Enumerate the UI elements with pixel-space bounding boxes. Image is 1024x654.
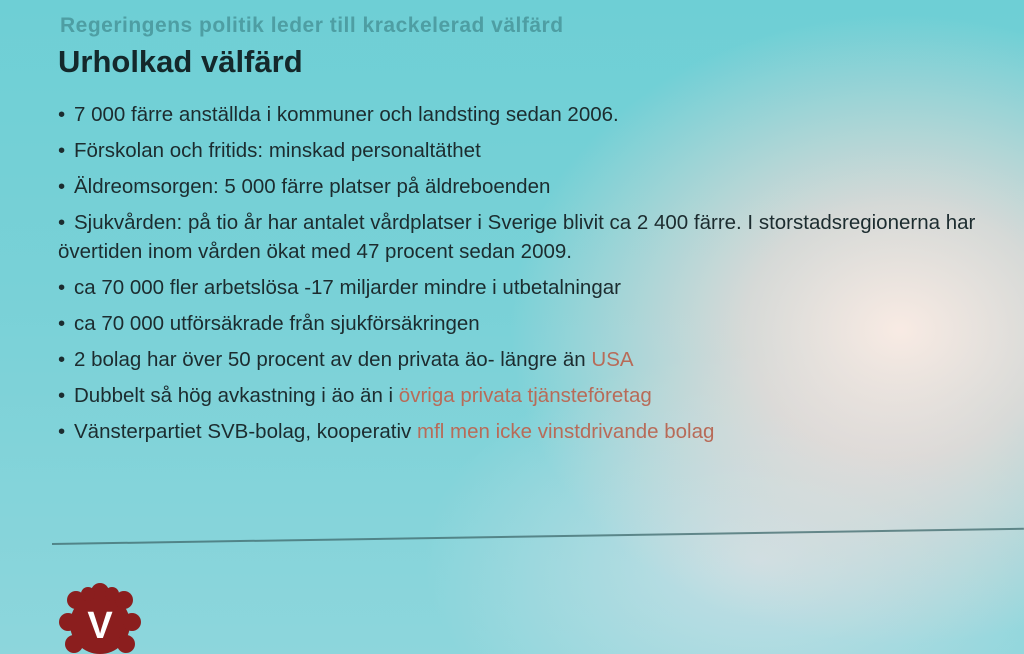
bullet-text: ca 70 000 fler arbetslösa -17 miljarder mindre i utbetalningar xyxy=(74,276,621,299)
bullet-dot: • xyxy=(58,348,66,371)
bullet-text: Äldreomsorgen: 5 000 färre platser på äldreboenden xyxy=(74,175,551,198)
bullet-item xyxy=(58,417,1008,446)
bullet-text: ca 70 000 utförsäkrade från sjukförsäkringen xyxy=(74,312,480,335)
bullet-text: Dubbelt så hög avkastning i äo än i xyxy=(74,384,399,407)
footer-divider xyxy=(52,528,1024,545)
bullet-item xyxy=(58,172,1008,201)
bullet-dot: • xyxy=(58,276,66,299)
slide-kicker: Regeringens politik leder till krackelerad välfärd xyxy=(60,14,564,37)
bullet-text: 7 000 färre anställda i kommuner och landsting sedan 2006. xyxy=(74,103,619,126)
bullet-item xyxy=(58,100,1008,129)
bullet-text: Vänsterpartiet SVB-bolag, kooperativ xyxy=(74,420,417,443)
bullet-text-highlight: USA xyxy=(591,348,634,371)
bullet-item xyxy=(58,273,1008,302)
bullet-dot: • xyxy=(58,211,66,234)
bullet-dot: • xyxy=(58,384,66,407)
bullet-dot: • xyxy=(58,103,66,126)
bullet-item xyxy=(58,136,1008,165)
bullet-text: 2 bolag har över 50 procent av den privata äo- längre än xyxy=(74,348,592,371)
vansterpartiet-rose-logo-icon xyxy=(52,578,148,654)
bullet-text-highlight: övriga privata tjänsteföretag xyxy=(398,384,652,407)
slide-title: Urholkad välfärd xyxy=(58,44,303,79)
bullet-item xyxy=(58,381,1008,410)
bullet-text-highlight: mfl men icke vinstdrivande bolag xyxy=(417,420,715,443)
bullet-dot: • xyxy=(58,139,66,162)
bullet-dot: • xyxy=(58,312,66,335)
bullet-text: Förskolan och fritids: minskad personaltäthet xyxy=(74,139,481,162)
bullet-item xyxy=(58,309,1008,338)
bullet-dot: • xyxy=(58,420,66,443)
logo-letter: V xyxy=(87,605,113,647)
bullet-dot: • xyxy=(58,175,66,198)
bullet-item xyxy=(58,208,1008,266)
bullet-item xyxy=(58,345,1008,374)
bullet-list xyxy=(58,100,1008,453)
bullet-text: Sjukvården: på tio år har antalet vårdplatser i Sverige blivit ca 2 400 färre. I storstadsregionerna har övertiden inom vården ökat med 47 procent sedan 2009. xyxy=(58,211,976,263)
